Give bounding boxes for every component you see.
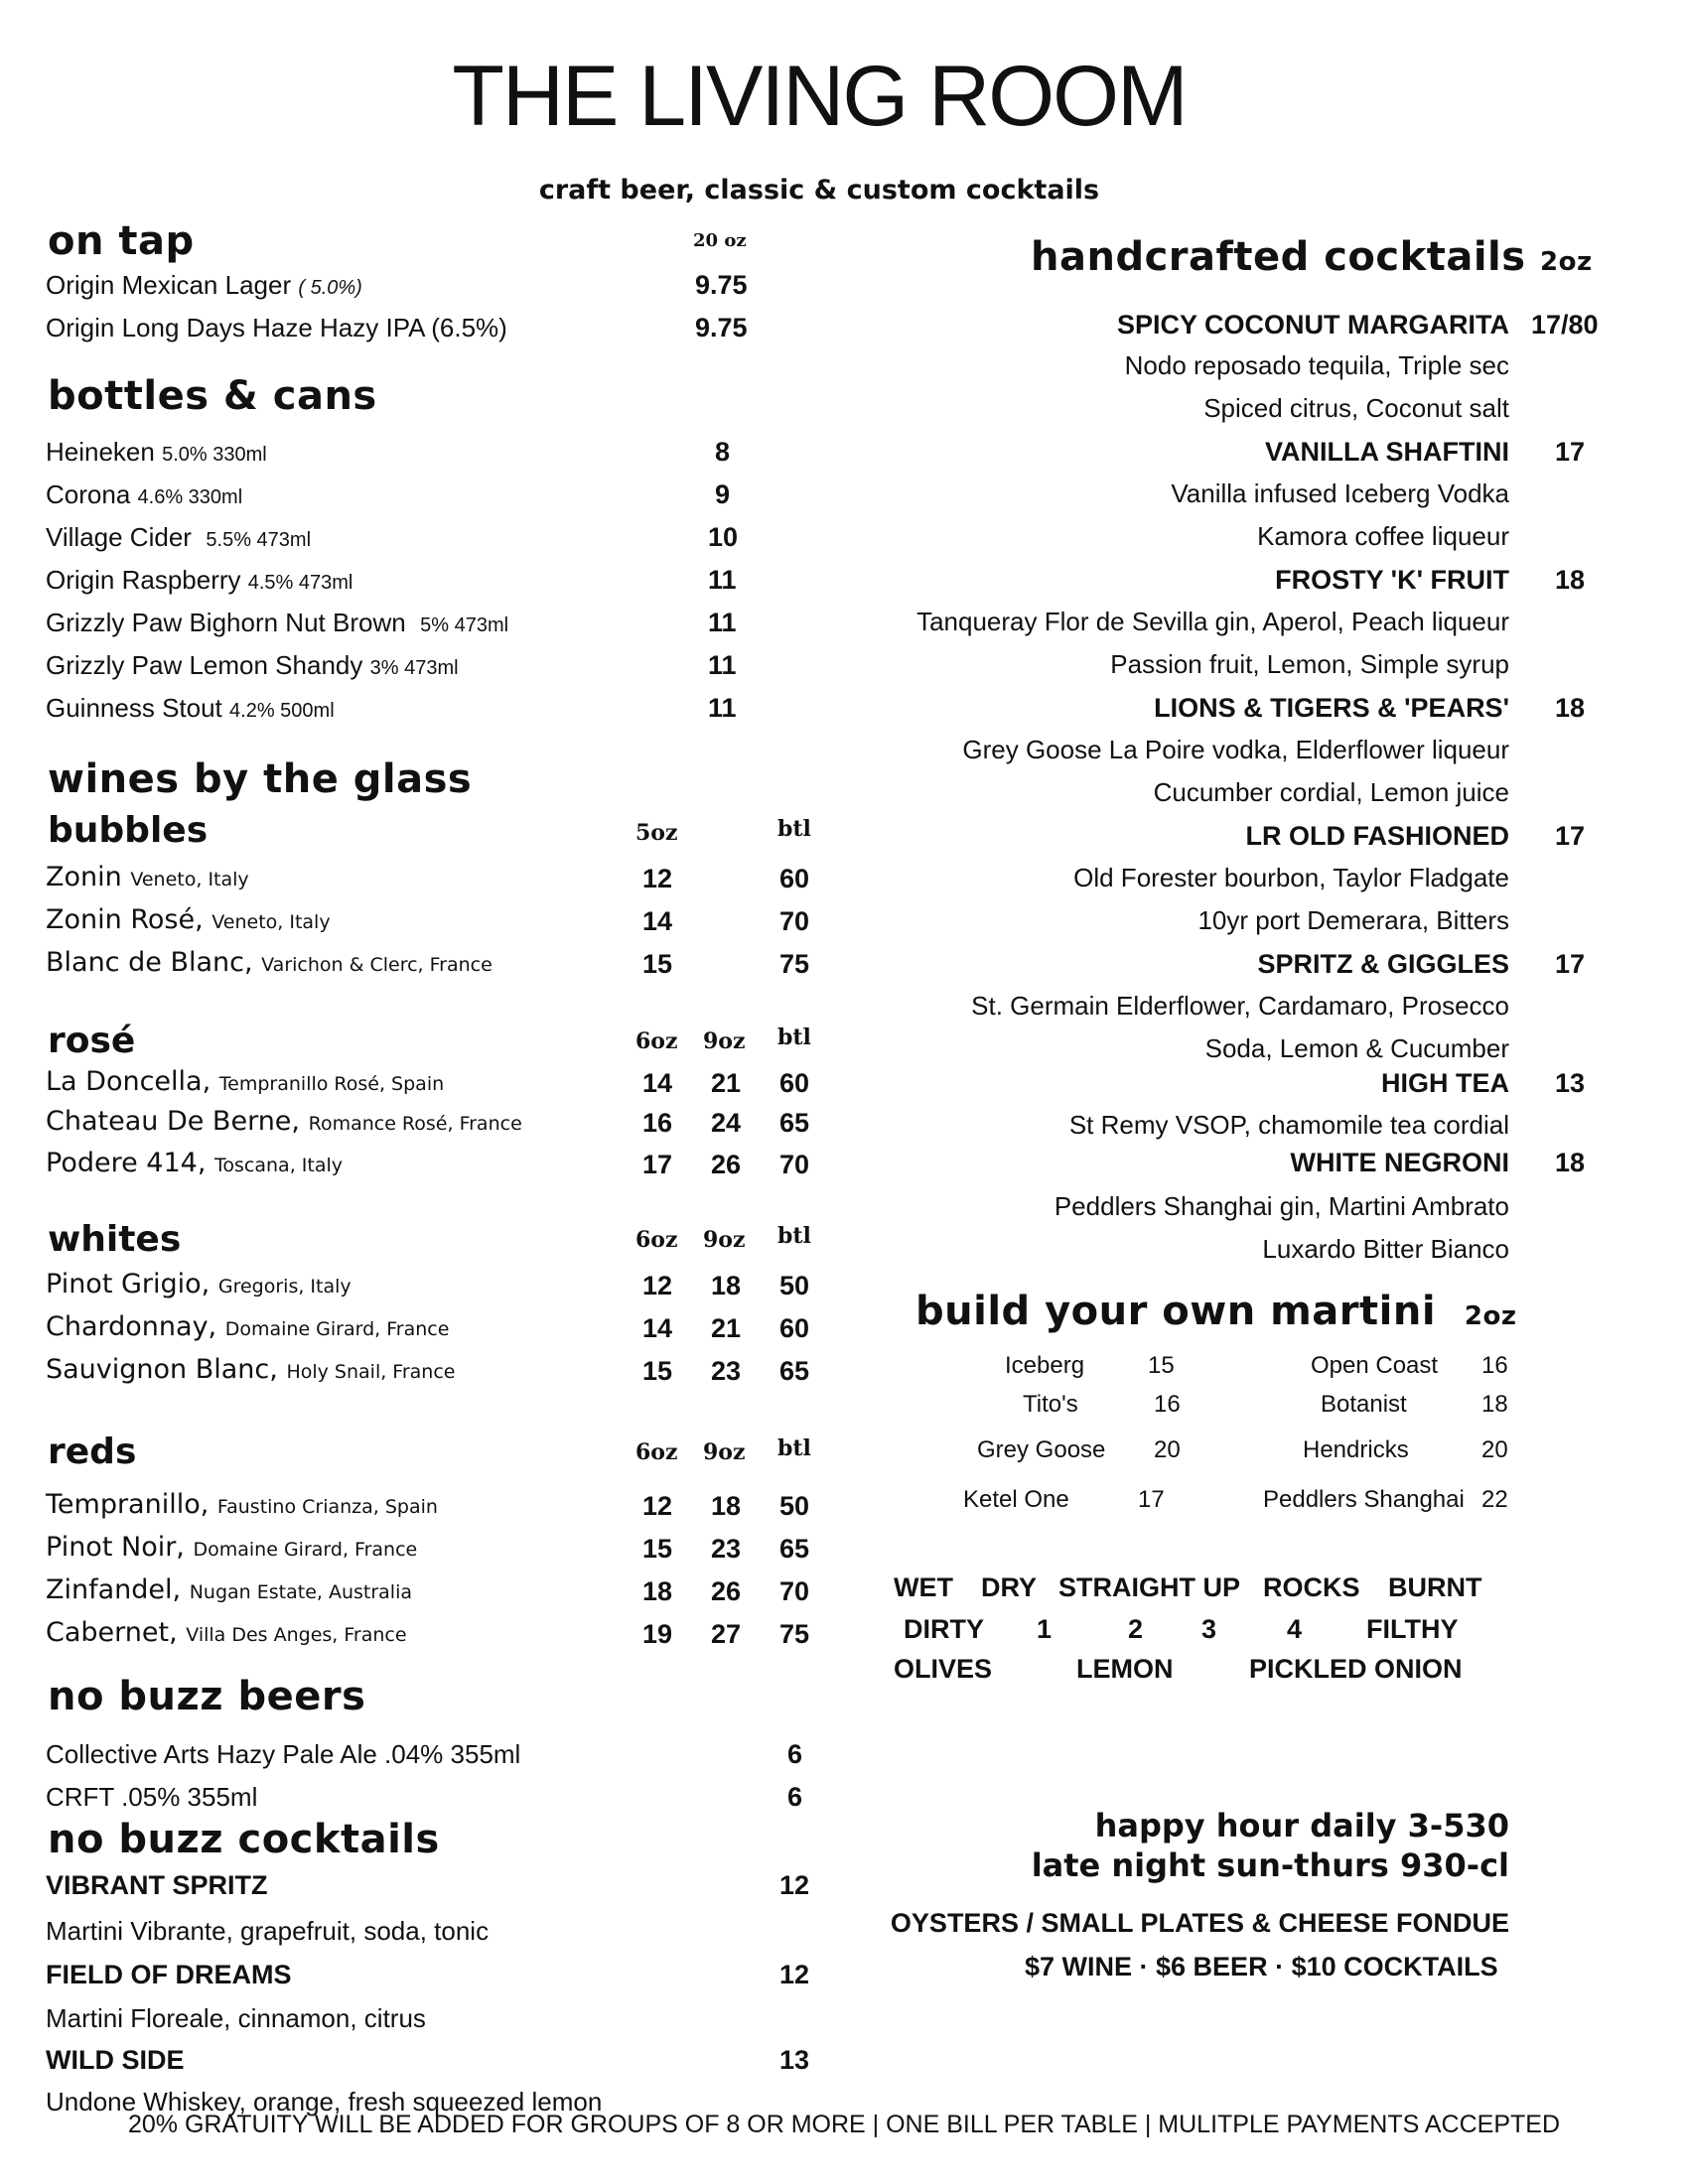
cocktail-name: FIELD OF DREAMS xyxy=(46,1960,292,1989)
martini-vodka: Grey Goose xyxy=(977,1436,1106,1463)
martini-option: PICKLED ONION xyxy=(1249,1654,1463,1684)
item-price: 10 xyxy=(708,522,739,552)
cocktail-name: WHITE NEGRONI xyxy=(1290,1148,1509,1177)
cocktail-description: Vanilla infused Iceberg Vodka xyxy=(1171,478,1509,508)
item-price: 6 xyxy=(787,1782,803,1812)
martini-option: BURNT xyxy=(1388,1572,1482,1602)
item-price: 70 xyxy=(779,906,810,936)
item-price: 23 xyxy=(711,1356,742,1386)
list-item: Origin Raspberry 4.5% 473ml xyxy=(46,565,353,595)
cocktail-name: LR OLD FASHIONED xyxy=(1245,821,1509,851)
item-price: 9.75 xyxy=(695,313,748,342)
martini-price: 17 xyxy=(1138,1486,1165,1513)
item-price: 60 xyxy=(779,864,810,893)
list-item: Corona 4.6% 330ml xyxy=(46,479,243,509)
martini-option: OLIVES xyxy=(894,1654,993,1684)
item-price: 12 xyxy=(642,864,673,893)
martini-price: 20 xyxy=(1481,1436,1508,1463)
item-price: 18 xyxy=(711,1491,742,1521)
item-price: 12 xyxy=(779,1960,810,1989)
cocktail-description: St. Germain Elderflower, Cardamaro, Prosecco xyxy=(971,991,1509,1021)
martini-option: DIRTY xyxy=(904,1614,984,1644)
item-price: 12 xyxy=(642,1491,673,1521)
martini-price: 16 xyxy=(1481,1352,1508,1379)
cocktail-description: St Remy VSOP, chamomile tea cordial xyxy=(1068,1110,1509,1140)
page-subtitle: craft beer, classic & custom cocktails xyxy=(538,175,1100,205)
on-tap-heading: on tap xyxy=(48,218,195,264)
cocktail-description: Soda, Lemon & Cucumber xyxy=(1204,1033,1509,1063)
cocktail-name: WILD SIDE xyxy=(46,2045,185,2075)
list-item: Chateau De Berne, Romance Rosé, France xyxy=(46,1106,522,1137)
reds-col-btl: btl xyxy=(777,1435,811,1461)
item-price: 17 xyxy=(1555,949,1586,979)
martini-vodka: Iceberg xyxy=(1005,1352,1085,1379)
martini-option: DRY xyxy=(981,1572,1038,1602)
cocktail-name: VANILLA SHAFTINI xyxy=(1265,437,1509,467)
item-price: 8 xyxy=(715,437,731,467)
happy-hour-prices: $7 WINE · $6 BEER · $10 COCKTAILS xyxy=(1025,1952,1498,1981)
whites-col-6oz: 6oz xyxy=(635,1227,678,1253)
list-item: Heineken 5.0% 330ml xyxy=(46,437,267,467)
footer-note: 20% GRATUITY WILL BE ADDED FOR GROUPS OF 8 OR MORE | ONE BILL PER TABLE | MULITPLE PAYMENTS ACCEPTED xyxy=(127,2111,1561,2138)
item-price: 60 xyxy=(779,1068,810,1098)
item-price: 13 xyxy=(779,2045,810,2075)
martini-price: 16 xyxy=(1154,1391,1181,1418)
bubbles-col-5oz: 5oz xyxy=(635,820,678,846)
list-item: CRFT .05% 355ml xyxy=(46,1782,258,1812)
list-item: Guinness Stout 4.2% 500ml xyxy=(46,693,335,723)
bubbles-heading: bubbles xyxy=(48,810,209,851)
list-item: Zinfandel, Nugan Estate, Australia xyxy=(46,1574,413,1605)
cocktail-name: LIONS & TIGERS & 'PEARS' xyxy=(1154,693,1509,723)
list-item: Grizzly Paw Bighorn Nut Brown 5% 473ml xyxy=(46,608,509,637)
martini-gin: Open Coast xyxy=(1311,1352,1439,1379)
item-price: 9.75 xyxy=(695,270,748,300)
martini-option: 1 xyxy=(1037,1614,1053,1644)
martini-heading: build your own martini 2oz xyxy=(915,1289,1517,1334)
cocktail-name: VIBRANT SPRITZ xyxy=(46,1870,268,1900)
item-price: 70 xyxy=(779,1150,810,1179)
on-tap-size-header: 20 oz xyxy=(693,230,747,251)
page-title: THE LIVING ROOM xyxy=(452,49,1187,144)
martini-vodka: Ketel One xyxy=(963,1486,1069,1513)
whites-col-btl: btl xyxy=(777,1223,811,1249)
martini-option: LEMON xyxy=(1076,1654,1174,1684)
item-price: 50 xyxy=(779,1491,810,1521)
reds-col-6oz: 6oz xyxy=(635,1439,678,1465)
martini-price: 20 xyxy=(1154,1436,1181,1463)
item-price: 6 xyxy=(787,1739,803,1769)
list-item: Origin Mexican Lager ( 5.0%) xyxy=(46,270,362,300)
martini-price: 22 xyxy=(1481,1486,1508,1513)
item-price: 14 xyxy=(642,1313,673,1343)
martini-option: 2 xyxy=(1128,1614,1144,1644)
no-buzz-cocktails-heading: no buzz cocktails xyxy=(48,1817,440,1862)
cocktail-name: FROSTY 'K' FRUIT xyxy=(1275,565,1509,595)
item-price: 26 xyxy=(711,1150,742,1179)
item-price: 12 xyxy=(642,1271,673,1300)
bubbles-col-btl: btl xyxy=(777,816,811,842)
item-price: 14 xyxy=(642,1068,673,1098)
happy-hour-food: OYSTERS / SMALL PLATES & CHEESE FONDUE xyxy=(890,1908,1509,1938)
cocktail-description: Passion fruit, Lemon, Simple syrup xyxy=(1110,649,1509,679)
list-item: Collective Arts Hazy Pale Ale .04% 355ml xyxy=(46,1739,521,1769)
item-price: 15 xyxy=(642,949,673,979)
item-price: 65 xyxy=(779,1534,810,1564)
item-price: 18 xyxy=(711,1271,742,1300)
item-price: 17 xyxy=(642,1150,673,1179)
list-item: Cabernet, Villa Des Anges, France xyxy=(46,1617,407,1648)
item-price: 18 xyxy=(642,1576,673,1606)
item-price: 21 xyxy=(711,1313,742,1343)
list-item: La Doncella, Tempranillo Rosé, Spain xyxy=(46,1066,445,1097)
list-item: Zonin Rosé, Veneto, Italy xyxy=(46,904,331,935)
cocktail-description: Old Forester bourbon, Taylor Fladgate xyxy=(1073,863,1509,892)
wines-heading: wines by the glass xyxy=(48,756,473,802)
item-price: 75 xyxy=(779,1619,810,1649)
item-price: 13 xyxy=(1555,1068,1586,1098)
item-price: 17 xyxy=(1555,437,1586,467)
item-price: 15 xyxy=(642,1356,673,1386)
late-night-line: late night sun-thurs 930-cl xyxy=(1031,1846,1509,1884)
item-price: 18 xyxy=(1555,1148,1586,1177)
list-item: Origin Long Days Haze Hazy IPA (6.5%) xyxy=(46,313,507,342)
item-price: 18 xyxy=(1555,693,1586,723)
list-item: Village Cider 5.5% 473ml xyxy=(46,522,312,552)
list-item: Sauvignon Blanc, Holy Snail, France xyxy=(46,1354,456,1385)
item-price: 11 xyxy=(708,608,737,637)
item-price: 17 xyxy=(1555,821,1586,851)
item-price: 11 xyxy=(708,650,737,680)
item-price: 24 xyxy=(711,1108,742,1138)
item-price: 15 xyxy=(642,1534,673,1564)
cocktail-description: Peddlers Shanghai gin, Martini Ambrato xyxy=(1054,1191,1509,1221)
martini-price: 18 xyxy=(1481,1391,1508,1418)
martini-option: ROCKS xyxy=(1263,1572,1360,1602)
rose-col-6oz: 6oz xyxy=(635,1028,678,1054)
item-price: 50 xyxy=(779,1271,810,1300)
list-item: Podere 414, Toscana, Italy xyxy=(46,1148,343,1178)
item-price: 9 xyxy=(715,479,731,509)
martini-gin: Botanist xyxy=(1321,1391,1407,1418)
martini-option: 3 xyxy=(1201,1614,1217,1644)
rose-heading: rosé xyxy=(48,1021,136,1061)
item-price: 21 xyxy=(711,1068,742,1098)
cocktail-description: Martini Floreale, cinnamon, citrus xyxy=(46,2003,426,2033)
cocktail-description: Tanqueray Flor de Sevilla gin, Aperol, Peach liqueur xyxy=(916,607,1509,636)
item-price: 11 xyxy=(708,693,737,723)
martini-gin: Peddlers Shanghai xyxy=(1263,1486,1465,1513)
whites-col-9oz: 9oz xyxy=(703,1227,746,1253)
cocktail-description: Undone Whiskey, orange, fresh squeezed lemon xyxy=(46,2087,603,2116)
cocktail-description: Luxardo Bitter Bianco xyxy=(1262,1234,1509,1264)
list-item: Tempranillo, Faustino Crianza, Spain xyxy=(46,1489,438,1520)
rose-col-btl: btl xyxy=(777,1024,811,1050)
reds-col-9oz: 9oz xyxy=(703,1439,746,1465)
list-item: Zonin Veneto, Italy xyxy=(46,862,249,892)
cocktail-description: Cucumber cordial, Lemon juice xyxy=(1153,777,1509,807)
cocktail-name: HIGH TEA xyxy=(1380,1068,1509,1098)
item-price: 26 xyxy=(711,1576,742,1606)
item-price: 27 xyxy=(711,1619,742,1649)
item-price: 17/80 xyxy=(1531,310,1599,340)
martini-option: FILTHY xyxy=(1366,1614,1459,1644)
cocktail-description: Nodo reposado tequila, Triple sec xyxy=(1124,350,1509,380)
whites-heading: whites xyxy=(48,1219,182,1260)
rose-col-9oz: 9oz xyxy=(703,1028,746,1054)
cocktail-name: SPRITZ & GIGGLES xyxy=(1257,949,1509,979)
cocktail-name: SPICY COCONUT MARGARITA xyxy=(1116,310,1509,340)
reds-heading: reds xyxy=(48,1432,137,1472)
list-item: Pinot Noir, Domaine Girard, France xyxy=(46,1532,418,1563)
item-price: 18 xyxy=(1555,565,1586,595)
item-price: 14 xyxy=(642,906,673,936)
bottles-heading: bottles & cans xyxy=(48,373,377,419)
item-price: 70 xyxy=(779,1576,810,1606)
martini-gin: Hendricks xyxy=(1303,1436,1409,1463)
cocktail-description: 10yr port Demerara, Bitters xyxy=(1197,905,1509,935)
cocktails-heading: handcrafted cocktails 2oz xyxy=(1031,234,1593,280)
item-price: 19 xyxy=(642,1619,673,1649)
cocktail-description: Spiced citrus, Coconut salt xyxy=(1203,393,1509,423)
item-price: 65 xyxy=(779,1356,810,1386)
item-price: 12 xyxy=(779,1870,810,1900)
cocktail-description: Martini Vibrante, grapefruit, soda, tonic xyxy=(46,1916,490,1946)
happy-hour-line: happy hour daily 3-530 xyxy=(1094,1807,1509,1844)
martini-vodka: Tito's xyxy=(1023,1391,1078,1418)
martini-option: 4 xyxy=(1287,1614,1303,1644)
item-price: 16 xyxy=(642,1108,673,1138)
item-price: 75 xyxy=(779,949,810,979)
list-item: Grizzly Paw Lemon Shandy 3% 473ml xyxy=(46,650,459,680)
item-price: 23 xyxy=(711,1534,742,1564)
list-item: Chardonnay, Domaine Girard, France xyxy=(46,1311,450,1342)
item-price: 60 xyxy=(779,1313,810,1343)
list-item: Blanc de Blanc, Varichon & Clerc, France xyxy=(46,947,492,978)
cocktail-description: Kamora coffee liqueur xyxy=(1257,521,1509,551)
no-buzz-beers-heading: no buzz beers xyxy=(48,1674,366,1719)
list-item: Pinot Grigio, Gregoris, Italy xyxy=(46,1269,352,1299)
item-price: 11 xyxy=(708,565,737,595)
item-price: 65 xyxy=(779,1108,810,1138)
martini-option: STRAIGHT UP xyxy=(1058,1572,1241,1602)
martini-option: WET xyxy=(894,1572,953,1602)
cocktail-description: Grey Goose La Poire vodka, Elderflower liqueur xyxy=(962,735,1509,764)
martini-price: 15 xyxy=(1148,1352,1175,1379)
